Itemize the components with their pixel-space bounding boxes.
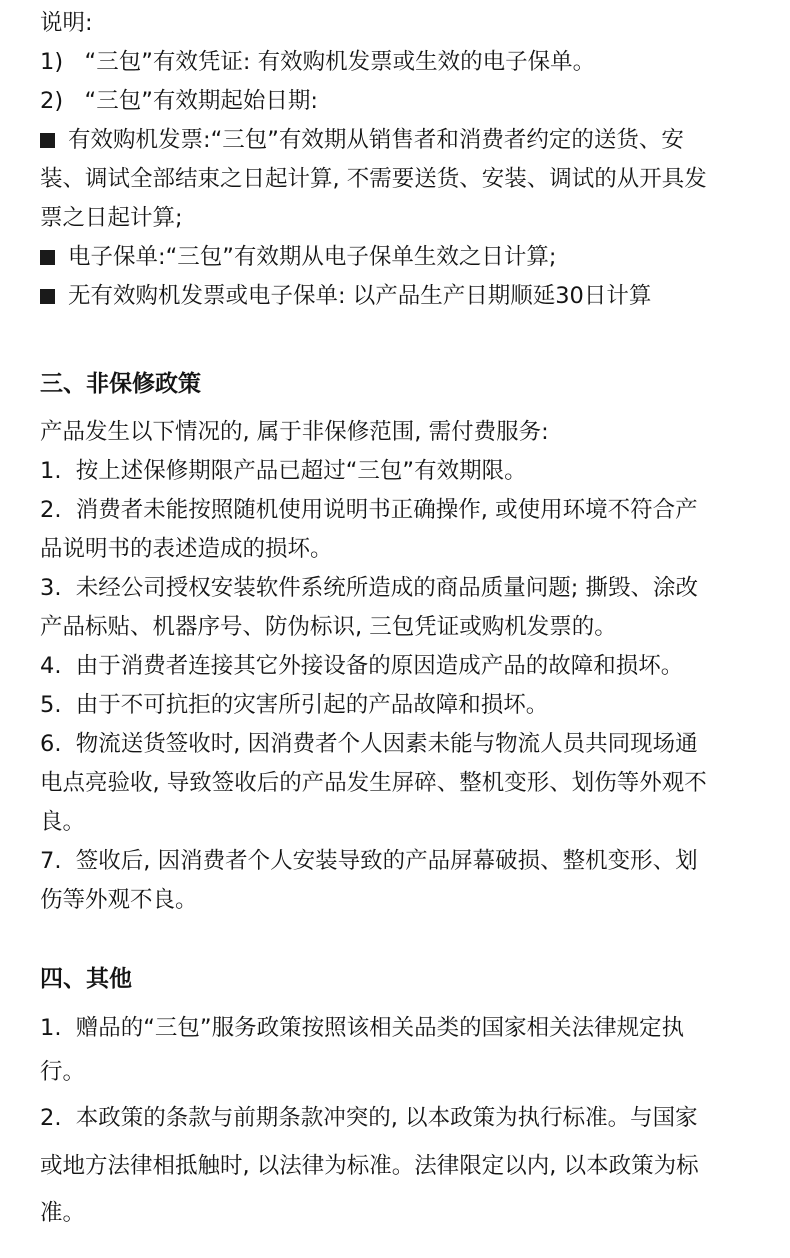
bullet-invoice (40, 125, 780, 155)
note-item-1: 1) “三包”有效凭证: 有效购机发票或生效的电子保单。 (40, 49, 596, 75)
section-4-item-2: 2. 本政策的条款与前期条款冲突的, 以本政策为执行标准。与国家 (40, 1105, 698, 1131)
note-label: 说明: (40, 10, 93, 36)
section-3-item-2: 2. 消费者未能按照随机使用说明书正确操作, 或使用环境不符合产 (40, 497, 698, 523)
bullet-square-icon (40, 289, 55, 304)
section-3-heading: 三、非保修政策 (40, 371, 201, 397)
section-3-item-6-cont-1: 电点亮验收, 导致签收后的产品发生屏碎、整机变形、划伤等外观不 (40, 770, 707, 796)
section-3-item-5: 5. 由于不可抗拒的灾害所引起的产品故障和损坏。 (40, 692, 549, 718)
section-3-item-6: 6. 物流送货签收时, 因消费者个人因素未能与物流人员共同现场通 (40, 731, 698, 757)
section-3-item-3: 3. 未经公司授权安装软件系统所造成的商品质量问题; 撕毁、涂改 (40, 575, 699, 601)
section-3-item-7: 7. 签收后, 因消费者个人安装导致的产品屏幕破损、整机变形、划 (40, 848, 698, 874)
section-3-item-3-cont: 产品标贴、机器序号、防伪标识, 三包凭证或购机发票的。 (40, 614, 617, 640)
section-3-item-1: 1. 按上述保修期限产品已超过“三包”有效期限。 (40, 458, 527, 484)
bullet-no-invoice (40, 281, 780, 311)
bullet-square-icon (40, 133, 55, 148)
bullet-square-icon (40, 250, 55, 265)
section-3-item-6-cont-2: 良。 (40, 809, 86, 835)
section-4-heading: 四、其他 (40, 966, 132, 992)
section-4-item-2-cont-1: 或地方法律相抵触时, 以法律为标准。法律限定以内, 以本政策为标 (40, 1153, 699, 1179)
section-3-item-2-cont: 品说明书的表述造成的损坏。 (40, 536, 333, 562)
bullet-invoice-cont-2: 票之日起计算; (40, 205, 183, 231)
section-4-item-2-cont-2: 准。 (40, 1200, 86, 1226)
section-3-item-4: 4. 由于消费者连接其它外接设备的原因造成产品的故障和损坏。 (40, 653, 684, 679)
section-4-item-1-cont: 行。 (40, 1059, 86, 1085)
section-3-item-7-cont: 伤等外观不良。 (40, 887, 198, 913)
bullet-no-invoice-text: 无有效购机发票或电子保单: 以产品生产日期顺延30日计算 (68, 283, 652, 309)
section-4-item-1: 1. 赠品的“三包”服务政策按照该相关品类的国家相关法律规定执 (40, 1015, 685, 1041)
bullet-e-warranty (40, 242, 780, 272)
bullet-e-warranty-text: 电子保单:“三包”有效期从电子保单生效之日计算; (68, 244, 557, 270)
bullet-invoice-cont-1: 装、调试全部结束之日起计算, 不需要送货、安装、调试的从开具发 (40, 166, 707, 192)
note-item-2: 2) “三包”有效期起始日期: (40, 88, 318, 114)
bullet-invoice-text: 有效购机发票:“三包”有效期从销售者和消费者约定的送货、安 (68, 127, 684, 153)
section-3-intro: 产品发生以下情况的, 属于非保修范围, 需付费服务: (40, 419, 549, 445)
